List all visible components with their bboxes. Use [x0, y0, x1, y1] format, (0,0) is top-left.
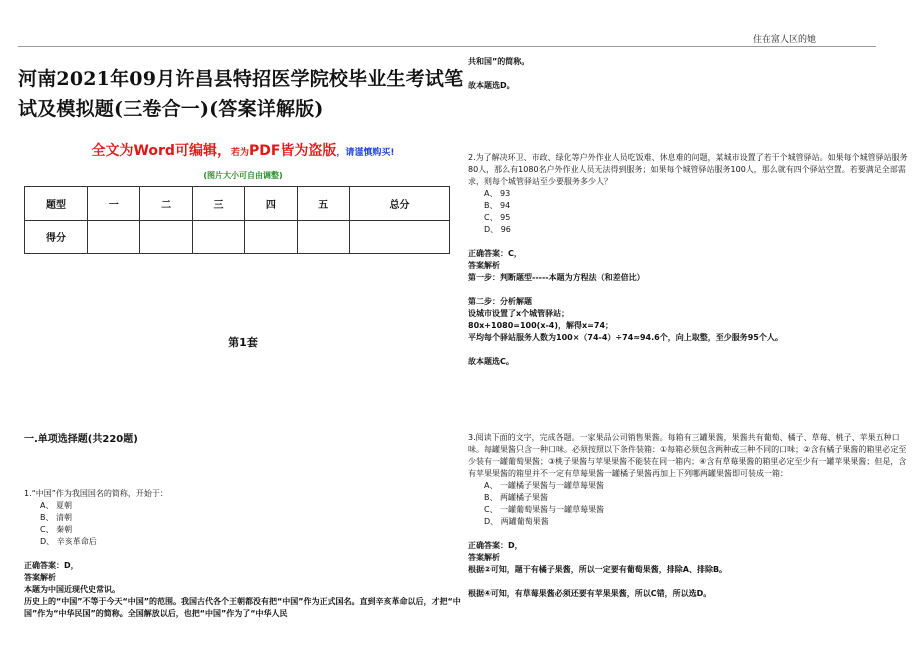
image-size-note: (图片大小可自由调整): [203, 171, 283, 180]
score-table: [24, 186, 450, 254]
question-1: [24, 488, 464, 620]
option-c: C、 95: [484, 213, 511, 222]
page-title: 河南2021年09月许昌县特招医学院校毕业生考试笔试及模拟题(三卷合一)(答案详解版): [18, 68, 464, 120]
option-list: [24, 500, 464, 548]
section-title: 一.单项选择题(共220题): [24, 434, 138, 445]
analysis-text: 根据②可知，题干有橘子果酱，所以一定要有葡萄果酱，排除A、排除B。: [468, 565, 728, 574]
option-d: D、 两罐葡萄果酱: [484, 517, 549, 526]
correct-answer: 正确答案：D，: [24, 561, 79, 570]
analysis-text: 设城市设置了x个城管驿站；: [468, 309, 570, 318]
score-header-cell: 一: [88, 187, 140, 221]
question-2: [468, 152, 908, 368]
correct-answer: 正确答案：D，: [468, 541, 523, 550]
analysis-label: 答案解析: [24, 573, 56, 582]
option-a: A、 夏朝: [40, 501, 73, 510]
option-b: B、 两罐橘子果酱: [484, 493, 549, 502]
option-list: [468, 188, 908, 236]
header-author: 住在富人区的她: [752, 35, 816, 45]
score-header-cell: 二: [140, 187, 192, 221]
analysis-label: 答案解析: [468, 553, 500, 562]
option-list: [468, 480, 908, 528]
question-stem: 2.为了解决环卫、市政、绿化等户外作业人员吃饭难、休息难的问题，某城市设置了若干个城管驿站。如果每个城管驿站服务80人，那么有1080名户外作业人员无法得到服务；如果每个城管驿站服务100人，那么就有四个驿站空置。若要满足全部需求，则每个城管驿站至少要服务多少人？: [468, 153, 908, 186]
analysis-label: 答案解析: [468, 261, 500, 270]
score-cell: [140, 220, 192, 254]
notice-word-editable: 全文为Word可编辑，: [91, 143, 231, 159]
analysis-text: 本题为中国近现代史常识。: [24, 585, 120, 594]
option-c: C、 一罐葡萄果酱与一罐草莓果酱: [484, 505, 605, 514]
score-cell: [88, 220, 140, 254]
analysis-text: 历史上的“中国”不等于今天“中国”的范围。我国古代各个王朝都没有把“中国”作为正式国名。直到辛亥革命以后，才把“中国”作为“中华民国”的简称。全国解放以后，也把“中国”作为了“中华人民: [24, 597, 461, 618]
analysis-text: 80x+1080=100(x-4)，解得x=74；: [468, 321, 614, 330]
header-divider: [18, 46, 876, 47]
option-b: B、 94: [484, 201, 511, 210]
option-b: B、 清朝: [40, 513, 73, 522]
question-stem: 3.阅读下面的文字，完成各题。一家果品公司销售果酱。每箱有三罐果酱，果酱共有葡萄、橘子、草莓、桃子、苹果五种口味。每罐果酱只含一种口味。必须按照以下条件装箱：①每箱必须包含两种或三种不同的口味；②含有橘子果酱的箱里必定至少装有一罐葡萄果酱；③桃子果酱与苹果果酱不能装在同一箱内；④含有草莓果酱的箱里必定至少有一罐苹果果酱；但是，含有苹果果酱的箱里并不一定有草莓果酱一罐橘子果酱再加上下列哪两罐果酱即可装成一箱：: [468, 433, 907, 478]
score-table-row: [25, 220, 450, 254]
notice-pdf-pirated: PDF皆为盗版: [248, 143, 337, 159]
option-a: A、 一罐橘子果酱与一罐草莓果酱: [484, 481, 605, 490]
notice-if: 若为: [230, 148, 249, 158]
score-cell: [192, 220, 244, 254]
option-d: D、 96: [484, 225, 511, 234]
score-table-header-row: [25, 187, 450, 221]
score-header-cell: 四: [245, 187, 297, 221]
question-stem: 1.“中国”作为我国国名的简称，开始于：: [24, 489, 168, 498]
correct-answer: 正确答案：C，: [468, 249, 522, 258]
analysis-text: 共和国”的简称。: [468, 57, 530, 66]
analysis-text: 根据④可知，有草莓果酱必须还要有苹果果酱，所以C错，所以选D。: [468, 589, 712, 598]
score-cell: [297, 220, 349, 254]
analysis-step: 第一步：判断题型-----本题为方程法（和差倍比）: [468, 273, 645, 282]
option-c: C、 秦朝: [40, 525, 73, 534]
question-3: [468, 432, 908, 600]
set-label: 第1套: [228, 336, 258, 349]
conclusion: 故本题选D。: [468, 81, 515, 90]
question-1-continued: [468, 56, 908, 92]
option-d: D、 辛亥革命后: [40, 537, 97, 546]
score-header-cell: 五: [297, 187, 349, 221]
copyright-notice: [18, 140, 468, 160]
conclusion: 故本题选C。: [468, 357, 514, 366]
score-header-cell: 题型: [25, 187, 88, 221]
analysis-step: 第二步：分析解题: [468, 297, 532, 306]
analysis-text: 平均每个驿站服务人数为100×（74-4）÷74≈94.6个，向上取整，至少服务95个人。: [468, 333, 783, 342]
score-cell: [349, 220, 449, 254]
score-row-label: 得分: [25, 220, 88, 254]
score-header-cell: 总分: [349, 187, 449, 221]
score-header-cell: 三: [192, 187, 244, 221]
notice-caution: ，请谨慎购买!: [336, 148, 395, 158]
score-cell: [245, 220, 297, 254]
option-a: A、 93: [484, 189, 511, 198]
